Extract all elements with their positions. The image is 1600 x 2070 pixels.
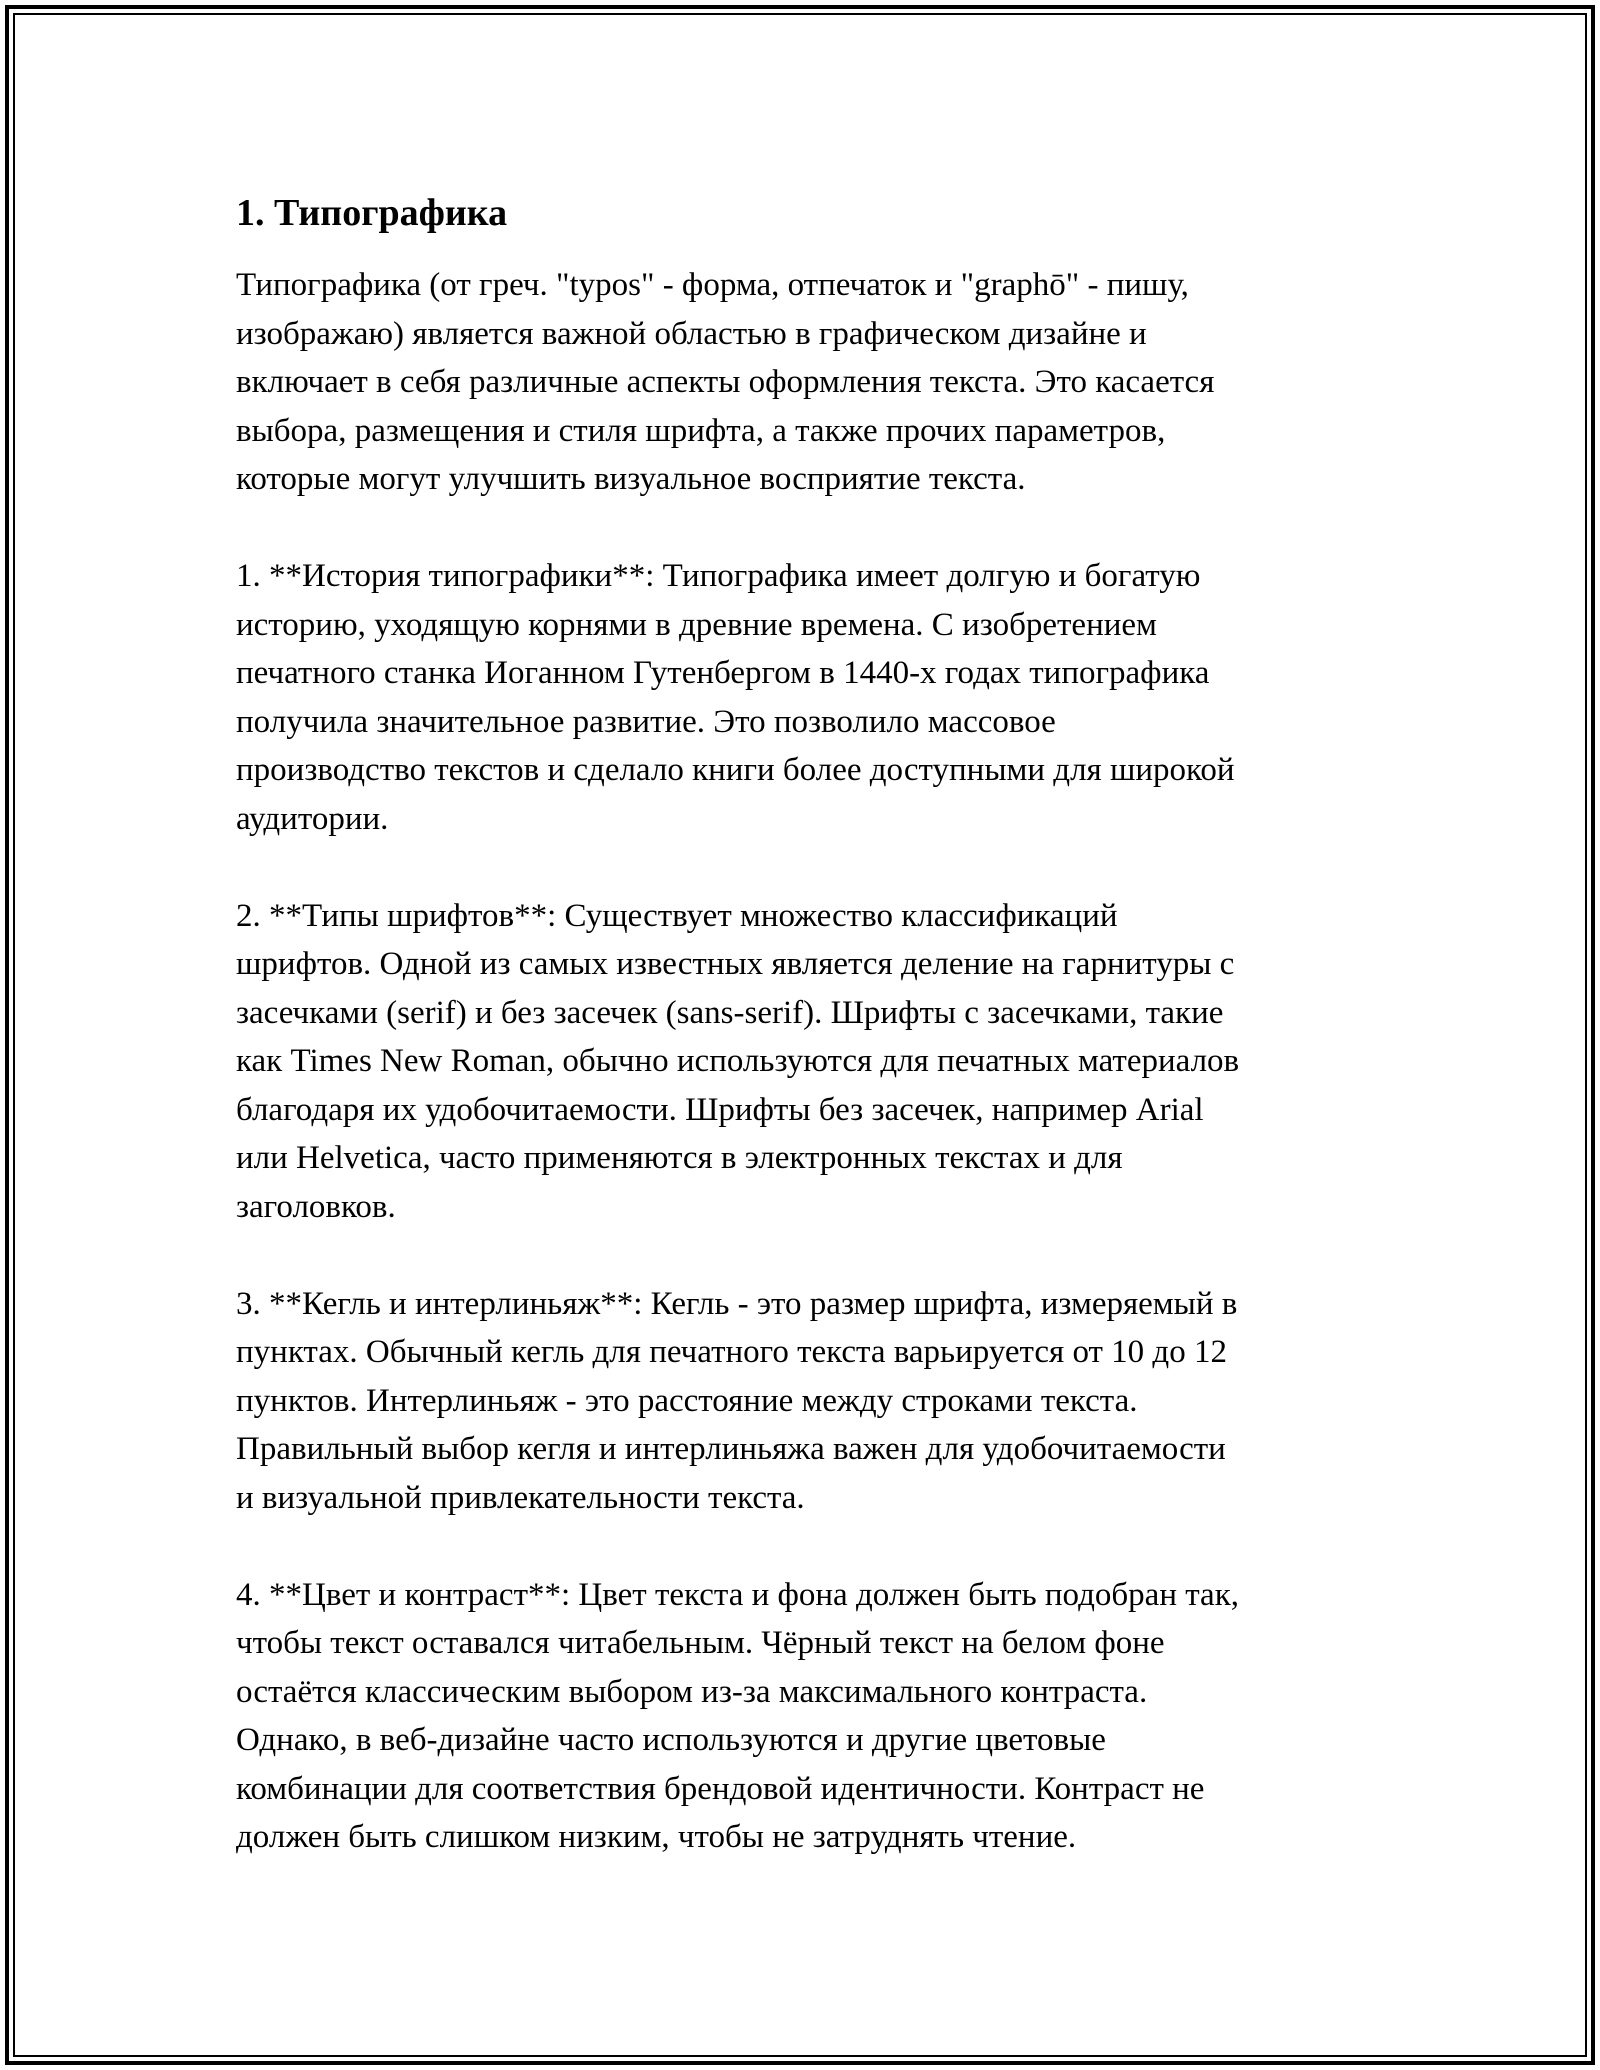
text-line: 4. **Цвет и контраст**: Цвет текста и фона должен быть подобран так, — [236, 1576, 1239, 1613]
text-line: 2. **Типы шрифтов**: Существует множество классификаций — [236, 897, 1118, 934]
text-line: как Times New Roman, обычно используются для печатных материалов — [236, 1043, 1240, 1079]
text-line: получила значительное развитие. Это позволило массовое — [236, 703, 1056, 740]
text-line: которые могут улучшить визуальное восприятие текста. — [236, 461, 1026, 497]
text-line: заголовков. — [236, 1188, 396, 1225]
paragraph-size-leading — [236, 1280, 1386, 1523]
document-body — [236, 185, 1386, 1910]
text-line: Типографика (от греч. "typos" - форма, отпечаток и "graphō" - пишу, — [236, 267, 1189, 303]
text-line: комбинации для соответствия брендовой идентичности. Контраст не — [236, 1770, 1205, 1807]
text-line: производство текстов и сделало книги более доступными для широкой — [236, 752, 1235, 788]
text-line: засечками (serif) и без засечек (sans-serif). Шрифты с засечками, такие — [236, 994, 1224, 1031]
text-line: благодаря их удобочитаемости. Шрифты без засечек, например Arial — [236, 1091, 1204, 1128]
text-line: изображаю) является важной областью в графическом дизайне и — [236, 315, 1147, 352]
text-line: чтобы текст оставался читабельным. Чёрный текст на белом фоне — [236, 1625, 1165, 1661]
paragraph-color-contrast — [236, 1571, 1386, 1862]
text-line: и визуальной привлекательности текста. — [236, 1479, 805, 1516]
text-line: или Helvetica, часто применяются в электронных текстах и для — [236, 1140, 1123, 1176]
text-line: печатного станка Иоганном Гутенбергом в 1440-х годах типографика — [236, 655, 1210, 691]
text-line: 1. **История типографики**: Типографика имеет долгую и богатую — [236, 558, 1201, 594]
text-line: включает в себя различные аспекты оформления текста. Это касается — [236, 364, 1215, 400]
document-title: 1. Типографика — [236, 192, 508, 234]
paragraph-history — [236, 552, 1386, 843]
text-line: историю, уходящую корнями в древние времена. С изобретением — [236, 606, 1157, 643]
text-line: Правильный выбор кегля и интерлиньяжа важен для удобочитаемости — [236, 1431, 1226, 1467]
text-line: Однако, в веб-дизайне часто используются и другие цветовые — [236, 1722, 1106, 1758]
text-line: пунктов. Интерлиньяж - это расстояние между строками текста. — [236, 1382, 1138, 1419]
text-line: пунктах. Обычный кегль для печатного текста варьируется от 10 до 12 — [236, 1334, 1227, 1370]
text-line: выбора, размещения и стиля шрифта, а также прочих параметров, — [236, 412, 1166, 449]
paragraph-intro — [236, 261, 1386, 504]
text-line: должен быть слишком низким, чтобы не затруднять чтение. — [236, 1819, 1077, 1855]
text-line: остаётся классическим выбором из-за максимального контраста. — [236, 1673, 1148, 1710]
text-line: аудитории. — [236, 800, 389, 837]
text-line: шрифтов. Одной из самых известных является деление на гарнитуры с — [236, 946, 1235, 982]
paragraph-font-types — [236, 892, 1386, 1232]
text-line: 3. **Кегль и интерлиньяж**: Кегль - это размер шрифта, измеряемый в — [236, 1285, 1238, 1322]
